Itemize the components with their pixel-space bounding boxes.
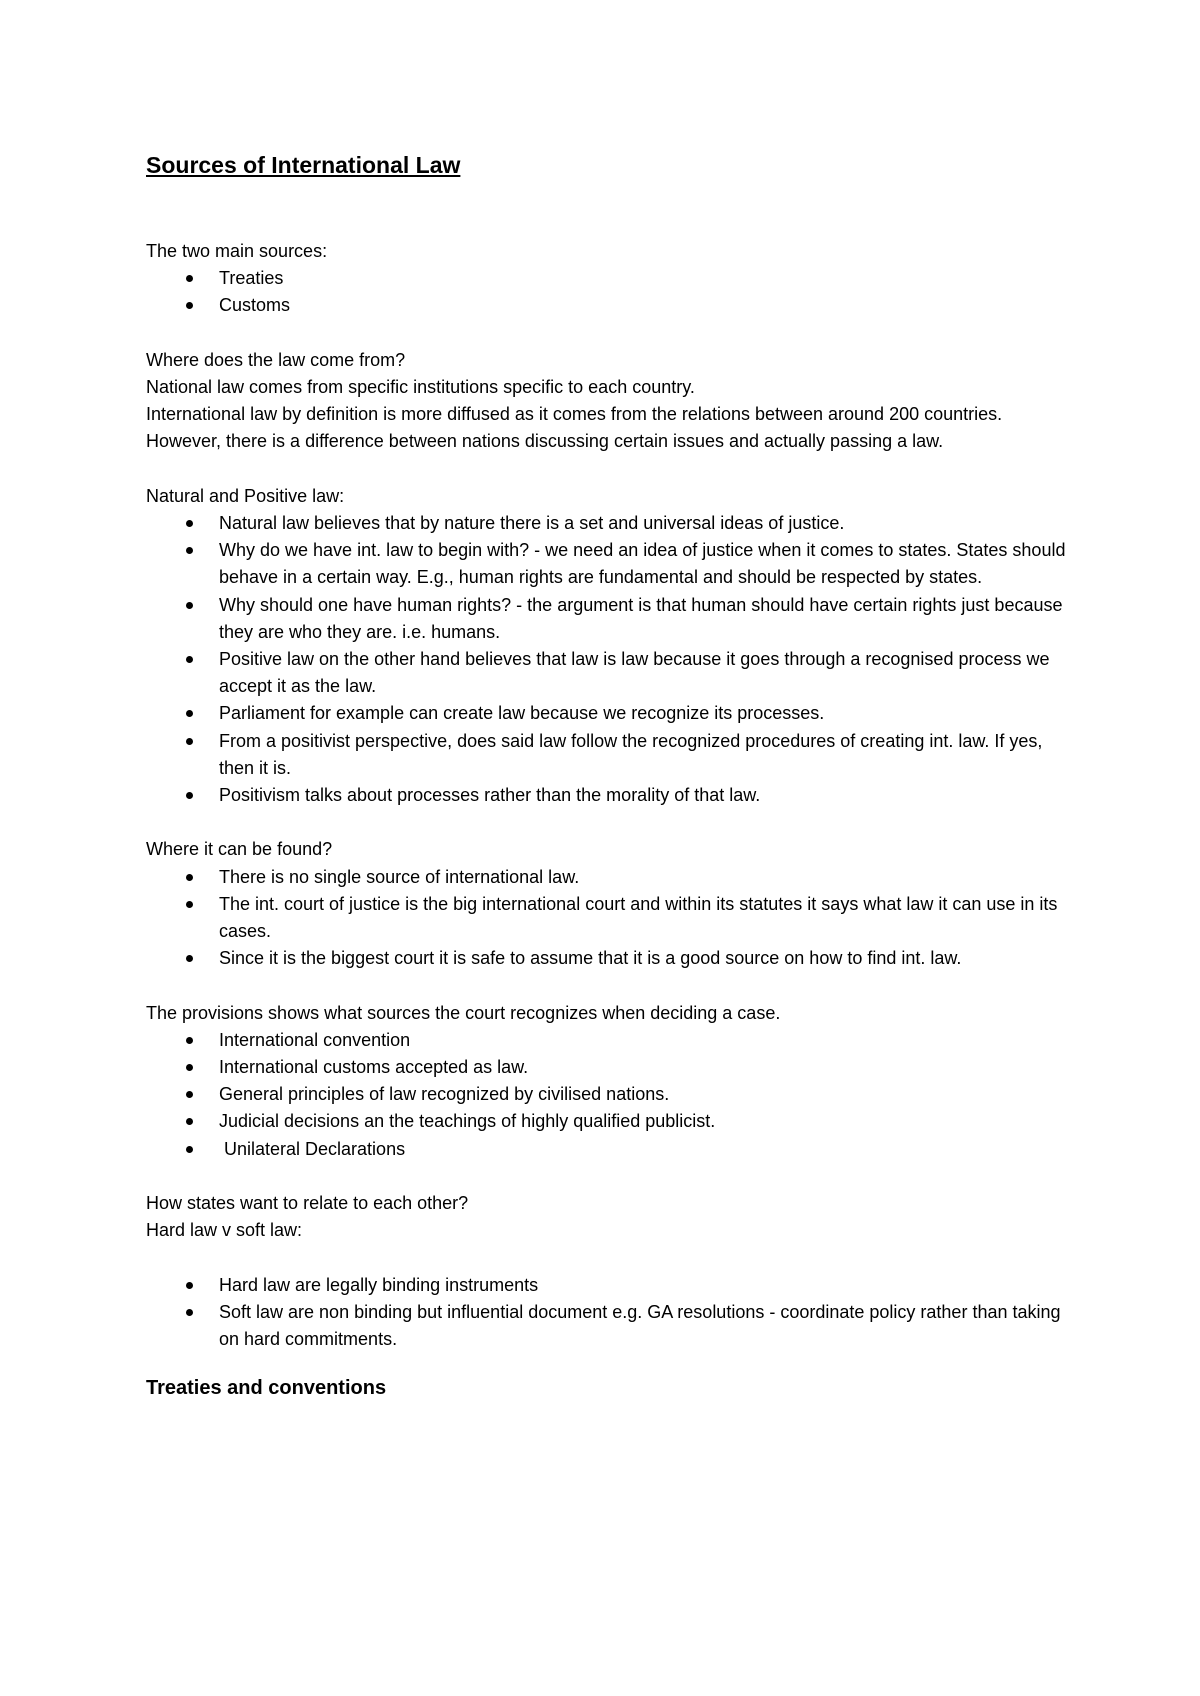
spacer (146, 809, 1076, 836)
paragraph: Where does the law come from? (146, 349, 406, 370)
list-item: Customs (219, 292, 1076, 319)
section-heading: Treaties and conventions (146, 1377, 387, 1400)
bullet-list-where-found (146, 864, 1076, 973)
list-item: Hard law are legally binding instruments (219, 1272, 1076, 1299)
list-item: Parliament for example can create law because we recognize its processes. (219, 700, 1076, 727)
list-item: Positivism talks about processes rather than the morality of that law. (219, 782, 1076, 809)
list-item: Why do we have int. law to begin with? - we need an idea of justice when it comes to states. States should behave in a certain way. E.g., human rights are fundamental and should be respected by states. (219, 537, 1076, 591)
spacer (146, 456, 1076, 483)
list-item: Judicial decisions an the teachings of highly qualified publicist. (219, 1108, 1076, 1135)
list-item: General principles of law recognized by civilised nations. (219, 1081, 1076, 1108)
spacer (146, 972, 1076, 999)
paragraph: The provisions shows what sources the court recognizes when deciding a case. (146, 1002, 781, 1023)
bullet-list-main-sources (146, 265, 1076, 319)
page-title: Sources of International Law (146, 152, 461, 178)
paragraph: How states want to relate to each other? (146, 1193, 469, 1214)
paragraph: The two main sources: (146, 241, 328, 261)
list-item: The int. court of justice is the big international court and within its statutes it says what law it can use in its cases. (219, 891, 1076, 945)
list-item: From a positivist perspective, does said law follow the recognized procedures of creating int. law. If yes, then it is. (219, 728, 1076, 782)
paragraph: Natural and Positive law: (146, 485, 345, 506)
paragraph: However, there is a difference between nations discussing certain issues and actually passing a law. (146, 431, 944, 452)
list-item: Unilateral Declarations (219, 1136, 1076, 1163)
document-page (146, 150, 1076, 1403)
spacer (146, 320, 1076, 347)
paragraph: National law comes from specific institutions specific to each country. (146, 377, 695, 397)
bullet-list-natural-positive-law (146, 510, 1076, 809)
bullet-list-hard-soft-law (146, 1272, 1076, 1354)
list-item: Treaties (219, 265, 1076, 292)
spacer (146, 180, 1076, 238)
bullet-list-provisions (146, 1027, 1076, 1163)
paragraph: International law by definition is more diffused as it comes from the relations between around 200 countries. (146, 404, 1003, 425)
paragraph: Where it can be found? (146, 839, 333, 860)
spacer (146, 1353, 1076, 1373)
list-item: Positive law on the other hand believes that law is law because it goes through a recognised process we accept it as the law. (219, 646, 1076, 700)
list-item: International convention (219, 1027, 1076, 1054)
list-item: Soft law are non binding but influential document e.g. GA resolutions - coordinate policy rather than taking on hard commitments. (219, 1299, 1076, 1353)
spacer (146, 1244, 1076, 1271)
spacer (146, 1163, 1076, 1190)
paragraph: Hard law v soft law: (146, 1220, 303, 1241)
list-item: There is no single source of international law. (219, 864, 1076, 891)
list-item: Since it is the biggest court it is safe to assume that it is a good source on how to find int. law. (219, 945, 1076, 972)
list-item: Why should one have human rights? - the argument is that human should have certain rights just because they are who they are. i.e. humans. (219, 592, 1076, 646)
list-item: Natural law believes that by nature there is a set and universal ideas of justice. (219, 510, 1076, 537)
list-item: International customs accepted as law. (219, 1054, 1076, 1081)
